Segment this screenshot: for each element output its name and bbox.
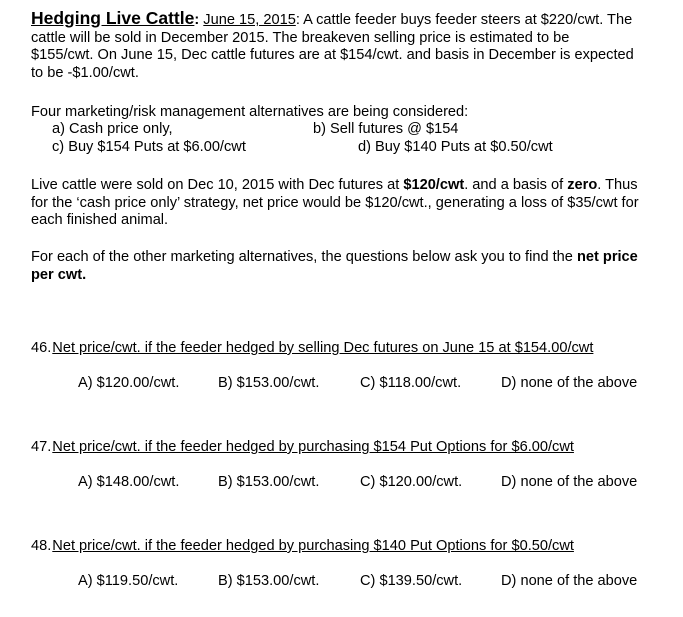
alternative-c: c) Buy $154 Puts at $6.00/cwt [52, 139, 246, 155]
question-48-option-a[interactable]: A) $119.50/cwt. [78, 573, 179, 589]
instructions-net-price: net price [576, 249, 638, 265]
heading-colon: : [194, 12, 200, 28]
intro-paragraph [31, 10, 681, 82]
intro-line-4: to be -$1.00/cwt. [31, 64, 139, 81]
question-47-option-c[interactable]: C) $120.00/cwt. [360, 474, 463, 490]
instructions-line-1 [31, 249, 681, 267]
outcome-line-1 [31, 177, 681, 195]
outcome-line-1-start: Live cattle were sold on Dec 10, 2015 with Dec futures at [31, 177, 404, 193]
alternative-b: b) Sell futures @ $154 [313, 121, 459, 137]
question-47-option-b[interactable]: B) $153.00/cwt. [218, 474, 320, 490]
question-46-option-c[interactable]: C) $118.00/cwt. [360, 375, 462, 391]
question-47-option-d[interactable]: D) none of the above [501, 474, 638, 490]
question-47 [31, 438, 574, 456]
heading-title: Hedging Live Cattle [31, 8, 195, 28]
question-text: Net price/cwt. if the feeder hedged by purchasing $154 Put Options for $6.00/cwt [52, 439, 574, 455]
question-number: 47. [31, 439, 52, 455]
intro-line-1-rest: : A cattle feeder buys feeder steers at $220/cwt. The [295, 12, 633, 28]
instructions-line-1-text: For each of the other marketing alternatives, the questions below ask you to find the [31, 249, 577, 265]
outcome-futures-price: $120/cwt [403, 177, 465, 193]
intro-line-2: cattle will be sold in December 2015. The breakeven selling price is estimated to be [31, 29, 570, 46]
heading-date: June 15, 2015 [203, 12, 296, 28]
question-48 [31, 537, 574, 555]
question-46-option-d[interactable]: D) none of the above [501, 375, 638, 391]
alternative-d: d) Buy $140 Puts at $0.50/cwt [358, 139, 553, 155]
question-47-option-a[interactable]: A) $148.00/cwt. [78, 474, 180, 490]
question-46-option-a[interactable]: A) $120.00/cwt. [78, 375, 180, 391]
question-46-option-b[interactable]: B) $153.00/cwt. [218, 375, 320, 391]
intro-line-1 [31, 10, 681, 30]
question-number: 48. [31, 538, 52, 554]
outcome-line-1-mid: . and a basis of [464, 177, 568, 193]
alternatives-intro: Four marketing/risk management alternatives are being considered: [31, 104, 469, 120]
question-48-option-d[interactable]: D) none of the above [501, 573, 638, 589]
outcome-line-2: for the ‘cash price only’ strategy, net price would be $120/cwt., generating a loss of $35/cwt for [31, 194, 639, 211]
question-text: Net price/cwt. if the feeder hedged by selling Dec futures on June 15 at $154.00/cwt [52, 340, 594, 356]
outcome-line-1-end: . Thus [597, 177, 638, 193]
instructions-line-2: per cwt. [31, 266, 87, 283]
outcome-basis: zero [567, 177, 598, 193]
question-48-option-c[interactable]: C) $139.50/cwt. [360, 573, 463, 589]
outcome-line-3: each finished animal. [31, 212, 169, 228]
question-46 [31, 339, 593, 357]
intro-line-3: $155/cwt. On June 15, Dec cattle futures are at $154/cwt. and basis in December is expected [31, 47, 634, 63]
alternative-a: a) Cash price only, [52, 121, 173, 137]
outcome-paragraph [31, 177, 681, 230]
question-48-option-b[interactable]: B) $153.00/cwt. [218, 573, 320, 589]
instructions-paragraph [31, 249, 681, 284]
question-number: 46. [31, 340, 52, 356]
question-text: Net price/cwt. if the feeder hedged by purchasing $140 Put Options for $0.50/cwt [52, 538, 574, 554]
